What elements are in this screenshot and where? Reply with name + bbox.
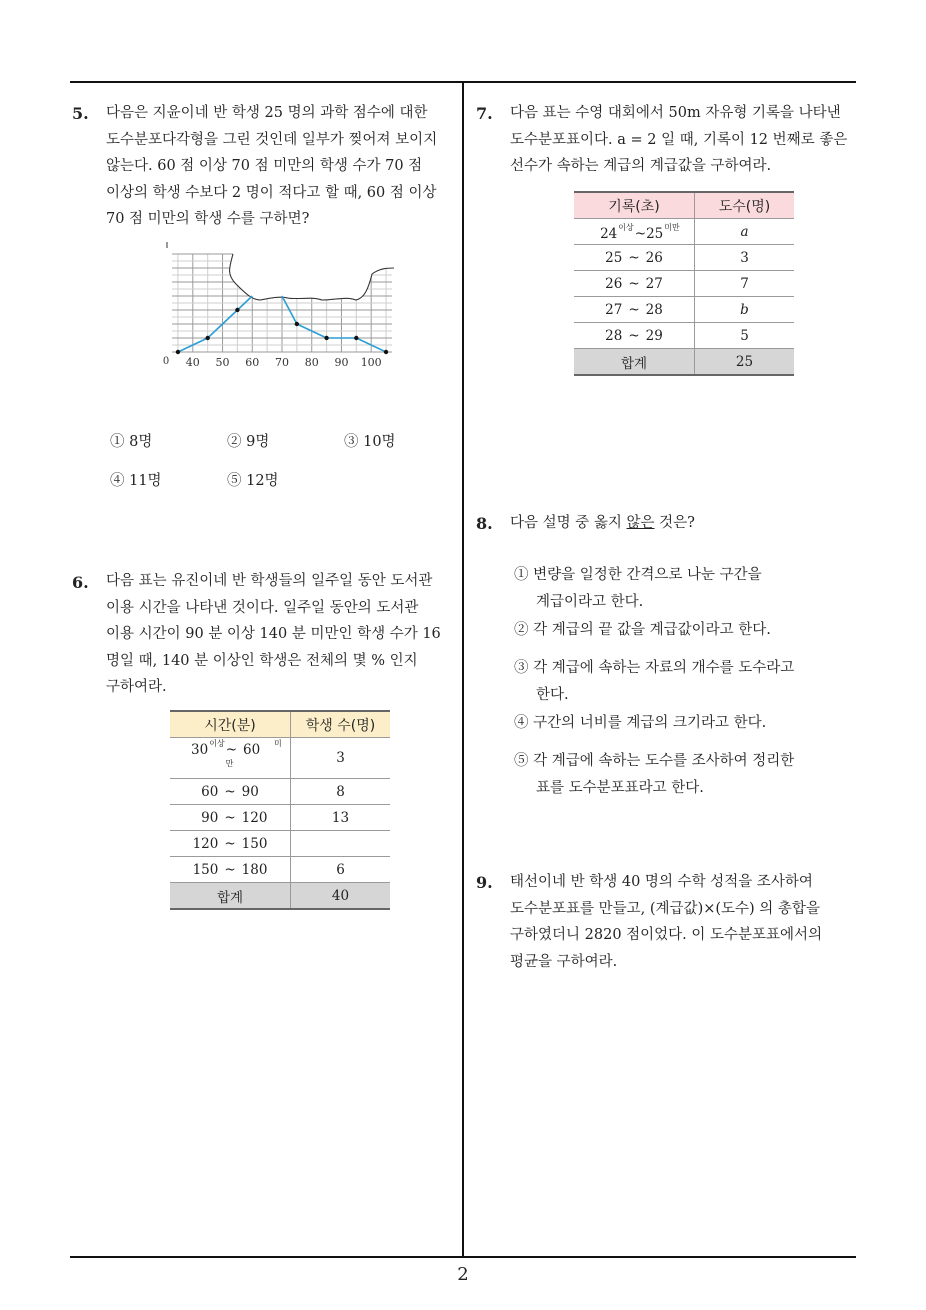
q9-line: 도수분포표를 만들고, (계급값)×(도수) 의 총합을	[510, 900, 820, 917]
q9-text	[510, 869, 856, 975]
q7-class-interval: $24^{이상}\sim 25^{미만}$	[574, 219, 695, 245]
q5-y-origin-label: 0	[162, 356, 170, 367]
q6-line: 이용 시간을 나타낸 것이다. 일주일 동안의 도서관	[106, 599, 419, 616]
data-point	[235, 308, 239, 312]
data-point	[205, 336, 209, 340]
q8-choice-line: 한다.	[536, 686, 569, 703]
q8-choice[interactable]	[514, 617, 854, 644]
x-tick-label: 90	[334, 356, 349, 369]
q7-frequency-table	[574, 191, 794, 376]
q6-total-label: 합계	[170, 883, 291, 910]
q6-total-row	[170, 883, 390, 910]
q6-line: 다음 표는 유진이네 반 학생들의 일주일 동안 도서관	[106, 573, 433, 589]
q6-header-count: 학생 수(명)	[291, 711, 391, 738]
q6-class-interval: $30^{이상}\sim$ 60 $^{미만}$	[170, 738, 291, 779]
q7-class-interval: 25 ~ 26	[574, 245, 695, 271]
q6-class-interval: 120 ~ 150	[170, 831, 291, 857]
q7-text	[510, 100, 856, 180]
q6-class-count: 3	[291, 738, 391, 779]
q8-choice[interactable]	[514, 710, 854, 737]
q5-line: 도수분포다각형을 그린 것인데 일부가 찢어져 보이지	[106, 131, 438, 148]
q7-class-count: 5	[695, 323, 795, 349]
q7-header-record: 기록(초)	[574, 192, 695, 219]
q5-number: 5.	[72, 104, 89, 123]
table-row	[170, 831, 390, 857]
q6-text	[106, 568, 456, 701]
q5-choice[interactable]: ② 9명	[227, 434, 270, 450]
q5-choice[interactable]: ③ 10명	[344, 434, 396, 450]
table-row	[574, 219, 794, 245]
x-tick-label: 60	[245, 356, 260, 369]
x-tick-label: 100	[360, 356, 382, 369]
bottom-rule	[70, 1256, 856, 1258]
q8-stem-before: 다음 설명 중 옳지	[510, 515, 627, 531]
q7-line: 다음 표는 수영 대회에서 50m 자유형 기록을 나타낸	[510, 105, 841, 121]
q8-choice[interactable]	[514, 562, 854, 615]
q6-class-interval: 150 ~ 180	[170, 857, 291, 883]
q5-text	[106, 100, 456, 233]
q6-header-time: 시간(분)	[170, 711, 291, 738]
q8-stem-after: 것은?	[654, 515, 695, 531]
x-tick-label: 40	[185, 356, 200, 369]
data-point	[295, 322, 299, 326]
q7-line: 선수가 속하는 계급의 계급값을 구하여라.	[510, 158, 772, 174]
q6-table-header-row	[170, 711, 390, 738]
q6-line: 이용 시간이 90 분 이상 140 분 미만인 학생 수가 16	[106, 626, 441, 642]
q9-number: 9.	[476, 873, 493, 892]
data-point	[384, 350, 388, 354]
q7-header-count: 도수(명)	[695, 192, 795, 219]
q9-line: 구하였더니 2820 점이었다. 이 도수분포표에서의	[510, 927, 823, 943]
q7-class-interval: 27 ~ 28	[574, 297, 695, 323]
q7-class-count: b	[695, 297, 795, 323]
data-point	[354, 336, 358, 340]
q6-total-value: 40	[291, 883, 391, 910]
q9-line: 태선이네 반 학생 40 명의 수학 성적을 조사하여	[510, 874, 813, 890]
q8-choice-line: ④ 구간의 너비를 계급의 크기라고 한다.	[514, 715, 767, 731]
q5-frequency-polygon-chart	[160, 238, 400, 378]
q8-choice-line: ① 변량을 일정한 간격으로 나눈 구간을	[514, 567, 762, 583]
q6-class-count: 8	[291, 779, 391, 805]
q7-class-interval: 26 ~ 27	[574, 271, 695, 297]
q7-class-count: 3	[695, 245, 795, 271]
q7-class-interval: 28 ~ 29	[574, 323, 695, 349]
data-point	[176, 350, 180, 354]
table-row	[170, 857, 390, 883]
q6-class-count: 6	[291, 857, 391, 883]
q6-class-count: 13	[291, 805, 391, 831]
q5-choice[interactable]: ⑤ 12명	[227, 473, 279, 489]
table-row	[574, 323, 794, 349]
q8-stem	[510, 510, 856, 537]
q8-choice-line: 표를 도수분포표라고 한다.	[536, 779, 704, 796]
column-divider	[462, 83, 464, 1258]
table-row	[170, 779, 390, 805]
q7-total-label: 합계	[574, 349, 695, 376]
q5-line: 이상의 학생 수보다 2 명이 적다고 할 때, 60 점 이상	[106, 184, 437, 201]
q8-choice[interactable]	[514, 655, 854, 708]
q5-choice[interactable]: ④ 11명	[110, 473, 162, 489]
q7-class-count: a	[695, 219, 795, 245]
q9-line: 평균을 구하여라.	[510, 953, 618, 970]
q8-choice-line: ③ 각 계급에 속하는 자료의 개수를 도수라고	[514, 660, 795, 676]
q8-choice-line: ⑤ 각 계급에 속하는 도수를 조사하여 정리한	[514, 753, 795, 769]
page-number: 2	[457, 1264, 469, 1285]
table-row	[574, 245, 794, 271]
q7-total-value: 25	[695, 349, 795, 376]
q6-line: 구하여라.	[106, 679, 167, 695]
table-row	[170, 738, 390, 779]
q8-choice-line: ② 각 계급의 끝 값을 계급값이라고 한다.	[514, 622, 771, 638]
q5-line: 않는다. 60 점 이상 70 점 미만의 학생 수가 70 점	[106, 158, 423, 174]
q6-number: 6.	[72, 573, 89, 592]
data-point	[324, 336, 328, 340]
q6-class-interval: 90 ~ 120	[170, 805, 291, 831]
q7-table-header-row	[574, 192, 794, 219]
q5-x-tick-labels	[186, 356, 382, 369]
q6-class-count	[291, 831, 391, 857]
q5-line: 다음은 지윤이네 반 학생 25 명의 과학 점수에 대한	[106, 105, 428, 121]
table-row	[574, 271, 794, 297]
q5-choice[interactable]: ① 8명	[110, 434, 153, 450]
q7-class-count: 7	[695, 271, 795, 297]
x-tick-label: 50	[215, 356, 230, 369]
q6-frequency-table	[170, 710, 390, 910]
q6-line: 명일 때, 140 분 이상인 학생은 전체의 몇 % 인지	[106, 652, 418, 669]
q8-choice-line: 계급이라고 한다.	[536, 593, 644, 610]
q7-total-row	[574, 349, 794, 376]
table-row	[574, 297, 794, 323]
x-tick-label: 80	[304, 356, 319, 369]
q5-line: 70 점 미만의 학생 수를 구하면?	[106, 211, 310, 227]
q8-number: 8.	[476, 514, 493, 533]
q7-line: 도수분포표이다. a = 2 일 때, 기록이 12 번째로 좋은	[510, 131, 848, 148]
q8-choice[interactable]	[514, 748, 854, 801]
q7-number: 7.	[476, 104, 493, 123]
q6-class-interval: 60 ~ 90	[170, 779, 291, 805]
x-tick-label: 70	[275, 356, 289, 369]
q5-torn-mask	[230, 238, 394, 300]
q8-stem-underlined: 않은	[626, 515, 655, 531]
table-row	[170, 805, 390, 831]
